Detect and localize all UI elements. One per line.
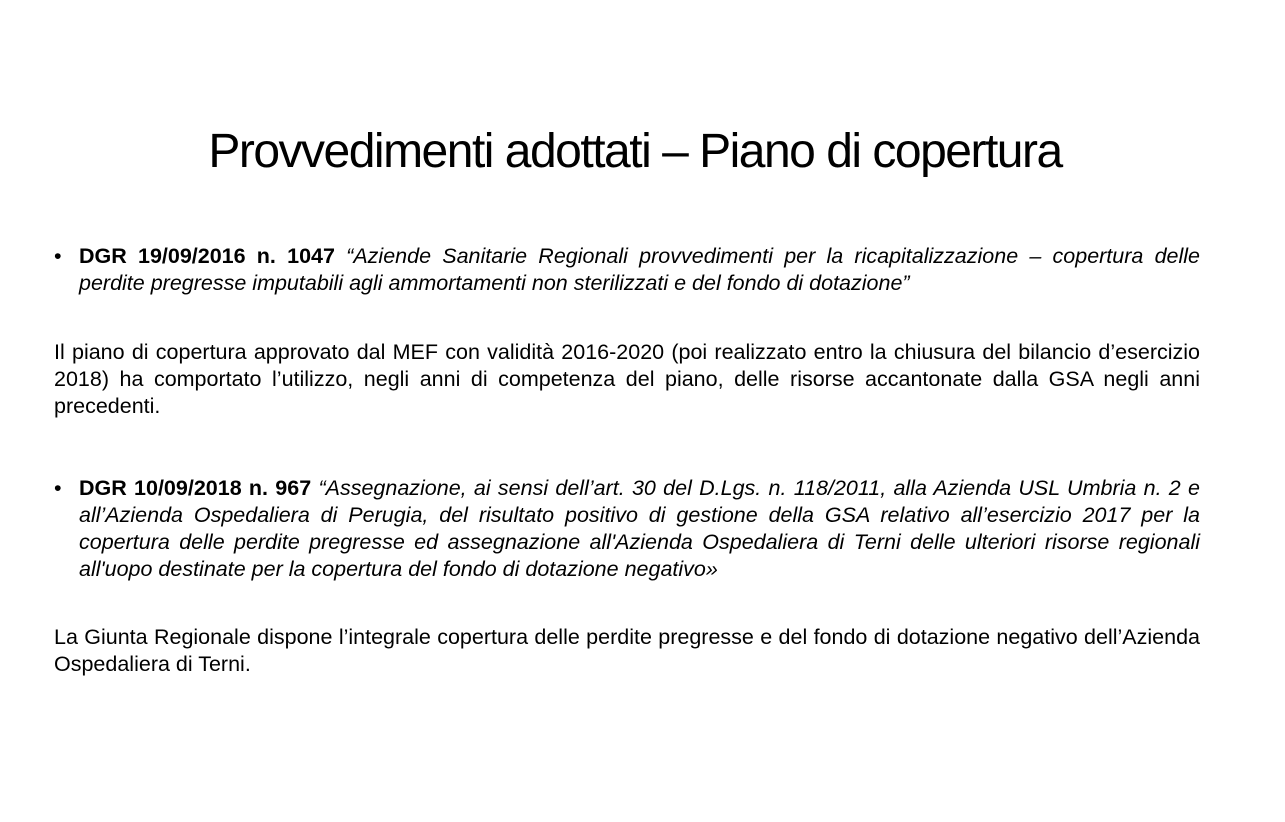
decree-title-quote: “Assegnazione, ai sensi dell’art. 30 del D.Lgs. n. 118/2011, alla Azienda USL Umbria n. 2 e all’Azienda Ospedaliera di Perugia, del risultato positivo di gestione della GSA relativo all’esercizio 2017 per la copertura delle perdite pregresse ed assegnazione all'Azienda Ospedaliera di Terni delle ulteriori risorse regionali all'uopo destinate per la copertura del fondo di dotazione negativo» — [79, 476, 1200, 581]
paragraph-1: Il piano di copertura approvato dal MEF con validità 2016-2020 (poi realizzato entro la chiusura del bilancio d’esercizio 2018) ha comportato l’utilizzo, negli anni di competenza del piano, delle risorse accantonate dalla GSA negli anni precedenti. — [54, 340, 1200, 418]
bullet-row — [54, 243, 1200, 297]
bullet-item-2 — [54, 475, 1200, 583]
decree-reference: DGR 10/09/2018 n. 967 — [79, 476, 319, 500]
slide-title: Provvedimenti adottati – Piano di copertura — [208, 125, 1062, 178]
bullet-item-1 — [54, 243, 1200, 297]
bullet-row — [54, 475, 1200, 583]
decree-reference: DGR 19/09/2016 n. 1047 — [79, 244, 347, 268]
bullet-icon: • — [54, 476, 62, 500]
paragraph-2: La Giunta Regionale dispone l’integrale copertura delle perdite pregresse e del fondo di dotazione negativo dell’Azienda Ospedaliera di Terni. — [54, 625, 1200, 676]
decree-title-quote: “Aziende Sanitarie Regionali provvedimenti per la ricapitalizzazione – copertura delle perdite pregresse imputabili agli ammortamenti non sterilizzati e del fondo di dotazione” — [79, 244, 1200, 295]
bullet-icon: • — [54, 244, 62, 268]
